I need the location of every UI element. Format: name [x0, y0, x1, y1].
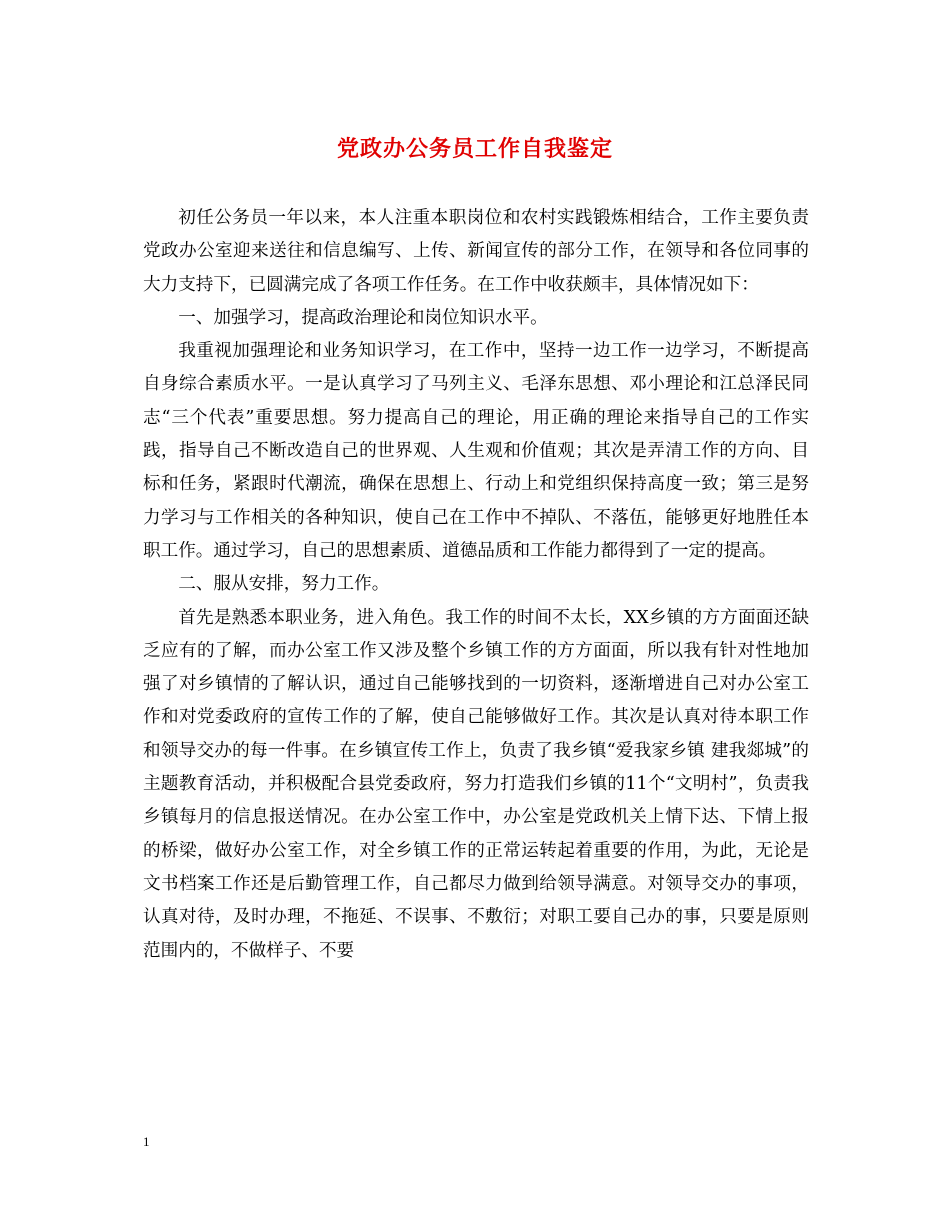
paragraph-work: 首先是熟悉本职业务，进入角色。我工作的时间不太长，XX乡镇的方方面面还缺乏应有的了解，而办公室工作又涉及整个乡镇工作的方方面面，所以我有针对性地加强了对乡镇情的了解认识，通过自己能够找到的一切资料，逐渐增进自己对办公室工作和对党委政府的宣传工作的了解，使自己能够做好工作。其次是认真对待本职工作和领导交办的每一件事。在乡镇宣传工作上，负责了我乡镇“爱我家乡镇 建我郯城”的主题教育活动，并积极配合县党委政府，努力打造我们乡镇的11个“文明村”，负责我乡镇每月的信息报送情况。在办公室工作中，办公室是党政机关上情下达、下情上报的桥梁，做好办公室工作，对全乡镇工作的正常运转起着重要的作用，为此，无论是文书档案工作还是后勤管理工作，自己都尽力做到给领导满意。对领导交办的事项，认真对待，及时办理，不拖延、不误事、不敷衍；对职工要自己办的事，只要是原则范围内的，不做样子、不要 — [143, 607, 809, 961]
paragraph-intro: 初任公务员一年以来，本人注重本职岗位和农村实践锻炼相结合，工作主要负责党政办公室迎来送往和信息编写、上传、新闻宣传的部分工作，在领导和各位同事的大力支持下，已圆满完成了各项工作任务。在工作中收获颇丰，具体情况如下： — [143, 208, 809, 295]
document-body — [143, 202, 809, 968]
paragraph-study: 我重视加强理论和业务知识学习，在工作中，坚持一边工作一边学习，不断提高自身综合素质水平。一是认真学习了马列主义、毛泽东思想、邓小理论和江总泽民同志“三个代表”重要思想。努力提高自己的理论，用正确的理论来指导自己的工作实践，指导自己不断改造自己的世界观、人生观和价值观；其次是弄清工作的方向、目标和任务，紧跟时代潮流，确保在思想上、行动上和党组织保持高度一致；第三是努力学习与工作相关的各种知识，使自己在工作中不掉队、不落伍，能够更好地胜任本职工作。通过学习，自己的思想素质、道德品质和工作能力都得到了一定的提高。 — [143, 341, 809, 561]
section-heading-2: 二、服从安排，努力工作。 — [178, 574, 390, 595]
page-number: 1 — [143, 1134, 150, 1149]
document-title: 党政办公务员工作自我鉴定 — [336, 136, 613, 162]
section-heading-1: 一、加强学习，提高政治理论和岗位知识水平。 — [178, 307, 548, 328]
